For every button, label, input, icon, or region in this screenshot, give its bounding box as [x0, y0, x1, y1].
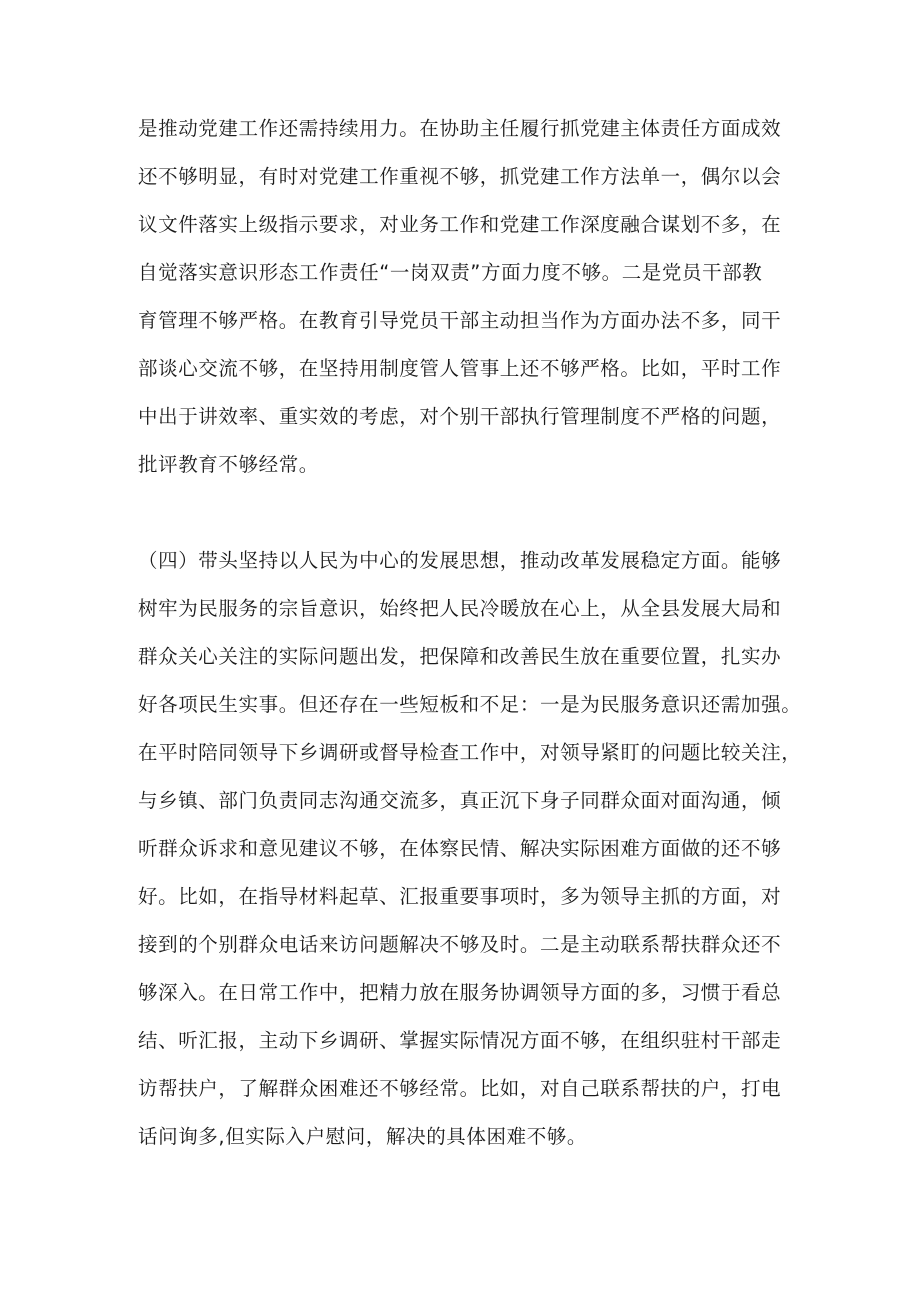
text-line: 话问询多,但实际入户慰问，解决的具体困难不够。 — [138, 1125, 587, 1148]
text-line: 与乡镇、部门负责同志沟通交流多，真正沉下身子同群众面对面沟通，倾 — [138, 789, 782, 812]
text-line: 树牢为民服务的宗旨意识，始终把人民冷暖放在心上，从全县发展大局和 — [138, 597, 782, 620]
text-line: 接到的个别群众电话来访问题解决不够及时。二是主动联系帮扶群众还不 — [138, 933, 782, 956]
text-line: 好。比如，在指导材料起草、汇报重要事项时，多为领导主抓的方面，对 — [138, 885, 782, 908]
text-line: 在平时陪同领导下乡调研或督导检查工作中，对领导紧盯的问题比较关注， — [138, 741, 802, 764]
text-line: 议文件落实上级指示要求，对业务工作和党建工作深度融合谋划不多，在 — [138, 213, 782, 236]
text-line: 部谈心交流不够，在坚持用制度管人管事上还不够严格。比如，平时工作 — [138, 357, 782, 380]
text-line: 好各项民生实事。但还存在一些短板和不足：一是为民服务意识还需加强。 — [138, 693, 802, 716]
text-line: 够深入。在日常工作中，把精力放在服务协调领导方面的多，习惯于看总 — [138, 981, 782, 1004]
text-line: 访帮扶户，了解群众困难还不够经常。比如，对自己联系帮扶的户，打电 — [138, 1077, 782, 1100]
text-line: 育管理不够严格。在教育引导党员干部主动担当作为方面办法不多，同干 — [138, 309, 782, 332]
text-line: 还不够明显，有时对党建工作重视不够，抓党建工作方法单一，偶尔以会 — [138, 165, 782, 188]
text-line: 中出于讲效率、重实效的考虑，对个别干部执行管理制度不严格的问题， — [138, 405, 782, 428]
text-line: 批评教育不够经常。 — [138, 453, 319, 476]
text-line: 群众关心关注的实际问题出发，把保障和改善民生放在重要位置，扎实办 — [138, 645, 782, 668]
text-line: （四）带头坚持以人民为中心的发展思想，推动改革发展稳定方面。能够 — [138, 549, 782, 572]
text-line: 听群众诉求和意见建议不够，在体察民情、解决实际困难方面做的还不够 — [138, 837, 782, 860]
text-line: 自觉落实意识形态工作责任“一岗双责”方面力度不够。二是党员干部教 — [138, 261, 763, 284]
text-line: 是推动党建工作还需持续用力。在协助主任履行抓党建主体责任方面成效 — [138, 117, 782, 140]
text-line: 结、听汇报，主动下乡调研、掌握实际情况方面不够，在组织驻村干部走 — [138, 1029, 782, 1052]
